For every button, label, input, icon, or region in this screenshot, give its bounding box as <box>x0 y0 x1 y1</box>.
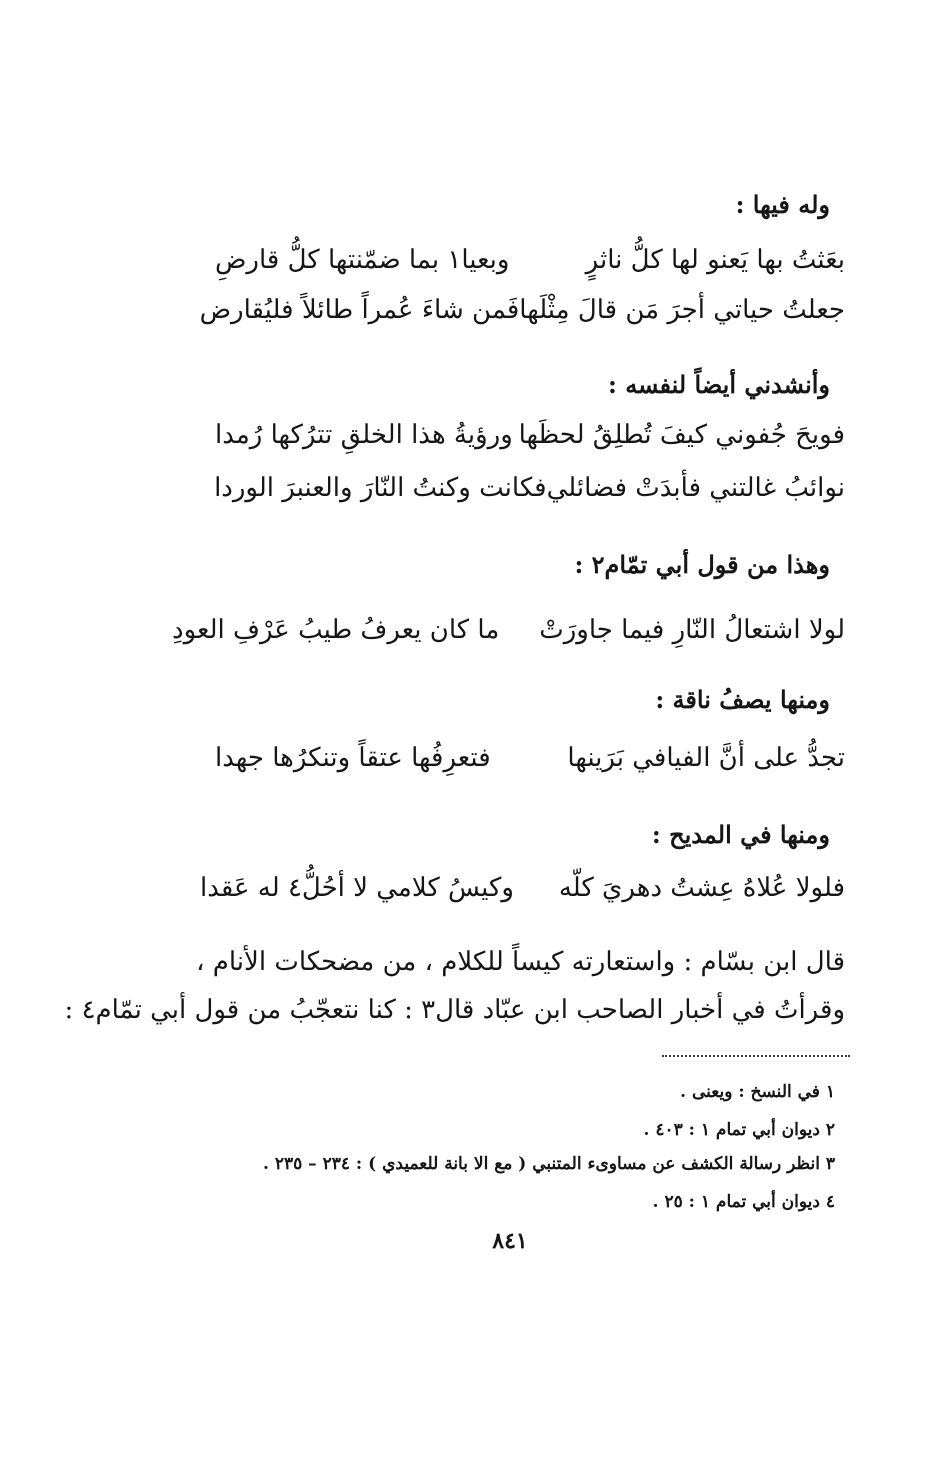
verse-second-hemistich: وبعيا١ بما ضمّنتها كلُّ قارضِ <box>215 245 510 275</box>
verse-second-hemistich: ما كان يعرفُ طيبُ عَرْفِ العودِ <box>172 615 500 645</box>
prose-paragraph-line: قال ابن بسّام : واستعارته كيساً للكلام ، من مضحكات الأنام ، <box>196 947 845 977</box>
verse-first-hemistich: فويحَ جُفوني كيفَ تُطلِقُ لحظَها <box>518 420 845 450</box>
footnote: ٢ ديوان أبي تمام ١ : ٤٠٣ . <box>643 1120 835 1140</box>
section-heading: وله فيها : <box>735 190 830 219</box>
verse-line <box>215 468 845 508</box>
verse-line <box>215 415 845 455</box>
verse-first-hemistich: فلولا عُلاهُ عِشتُ دهريَ كلّه <box>558 873 845 903</box>
verse-first-hemistich: جعلتُ حياتي أجرَ مَن قالَ مِثْلَها <box>519 295 845 325</box>
verse-second-hemistich: ورؤيةُ هذا الخلقِ تترُكها رُمدا <box>215 420 513 450</box>
verse-second-hemistich: فَمن شاءَ عُمراً طائلاً فليُقارض <box>199 295 520 325</box>
verse-first-hemistich: لولا اشتعالُ النّارِ فيما جاورَتْ <box>539 615 845 645</box>
footnote: ١ في النسخ : ويعنى . <box>680 1082 835 1102</box>
section-heading: وأنشدني أيضاً لنفسه : <box>608 370 830 399</box>
footnote-separator <box>662 1055 850 1057</box>
verse-line <box>199 290 845 330</box>
verse-second-hemistich: فكانت وكنتُ النّارَ والعنبرَ الوردا <box>214 473 547 503</box>
page-number: ٨٤١ <box>492 1228 528 1254</box>
verse-line <box>215 738 845 778</box>
section-heading: وهذا من قول أبي تمّام٢ : <box>574 550 830 579</box>
verse-first-hemistich: نوائبُ غالتني فأبدَتْ فضائلي <box>546 473 845 503</box>
verse-line <box>172 610 845 650</box>
footnote: ٤ ديوان أبي تمام ١ : ٢٥ . <box>652 1192 835 1212</box>
verse-second-hemistich: فتعرِفُها عتقاً وتنكرُها جهدا <box>215 743 491 773</box>
verse-first-hemistich: تجدُّ على أنَّ الفيافي بَرَينها <box>567 743 845 773</box>
verse-line <box>200 868 845 908</box>
footnote: ٣ انظر رسالة الكشف عن مساوىء المتنبي ( مع الا بانة للعميدي ) : ٢٣٤ – ٢٣٥ . <box>263 1154 835 1174</box>
verse-second-hemistich: وكيسُ كلامي لا أحُلُّ٤ له عَقدا <box>200 873 514 903</box>
prose-paragraph-line: وقرأتُ في أخبار الصاحب ابن عبّاد قال٣ : كنا نتعجّبُ من قول أبي تمّام٤ : <box>64 995 845 1025</box>
verse-first-hemistich: بعَثتُ بها يَعنو لها كلُّ ناثرٍ <box>585 245 845 275</box>
verse-line <box>215 240 845 280</box>
section-heading: ومنها يصفُ ناقة : <box>655 685 830 714</box>
section-heading: ومنها في المديح : <box>651 820 830 849</box>
